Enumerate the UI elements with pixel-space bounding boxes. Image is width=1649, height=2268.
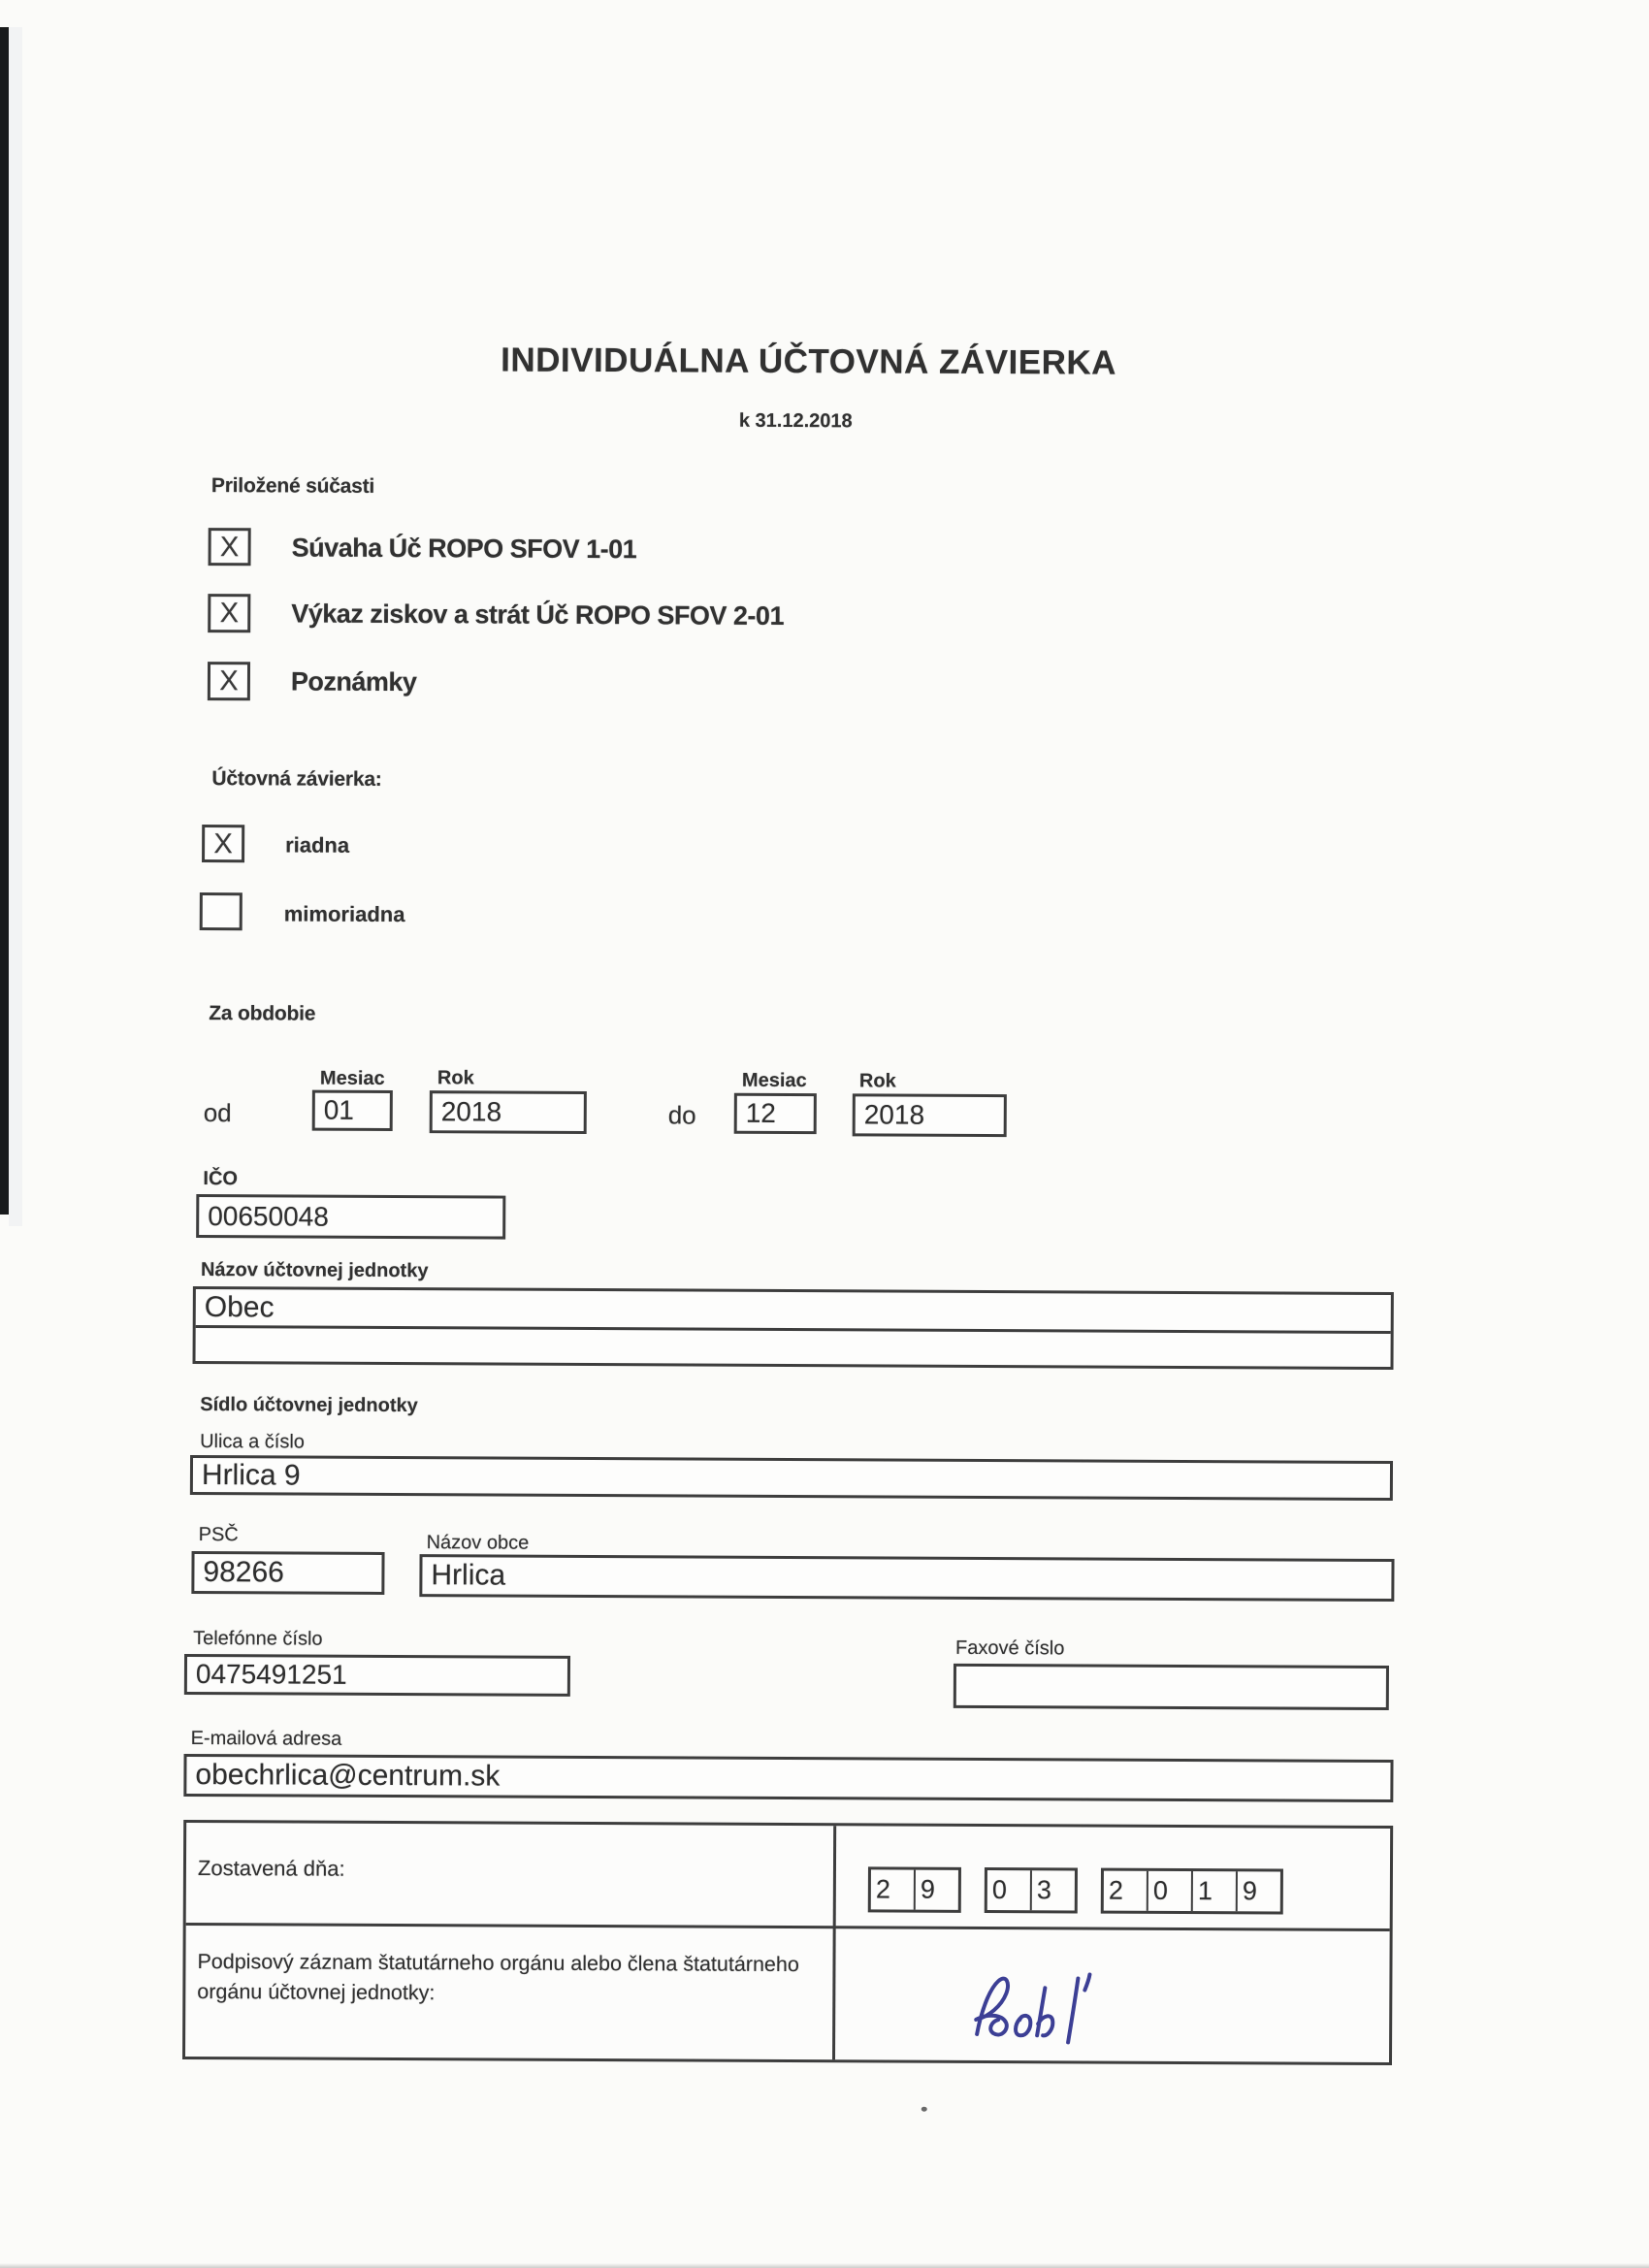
ico-value-box <box>196 1194 505 1240</box>
entity-name-box <box>193 1286 1394 1370</box>
compiled-on-label: Zostavená dňa: <box>197 1856 345 1881</box>
checkbox-x-mark: X <box>219 598 240 630</box>
option-mimoriadna-label: mimoriadna <box>283 901 405 927</box>
zip-value: 98266 <box>203 1556 284 1589</box>
office-heading: Sídlo účtovnej jednotky <box>200 1394 418 1417</box>
ico-value: 00650048 <box>208 1200 329 1232</box>
entity-name-row2 <box>196 1328 1391 1367</box>
city-value: Hrlica <box>431 1559 506 1592</box>
ico-label: IČO <box>203 1168 239 1190</box>
checkbox-x-mark: X <box>219 665 239 697</box>
email-value-box <box>183 1754 1393 1802</box>
closing-type-heading: Účtovná závierka: <box>211 767 382 791</box>
to-year-value: 2018 <box>863 1099 925 1130</box>
period-from-label: od <box>203 1098 232 1128</box>
from-year-value: 2018 <box>440 1096 502 1127</box>
entity-name-value: Obec <box>204 1290 275 1323</box>
street-value-box <box>190 1455 1393 1501</box>
date-month-digit: 0 <box>991 1875 1007 1905</box>
attached-parts-heading: Priložené súčasti <box>210 474 375 498</box>
date-day-digit: 9 <box>914 1870 958 1910</box>
checkbox-suvaha <box>209 528 251 566</box>
checkbox-riadna <box>202 825 244 862</box>
checkbox-x-mark: X <box>219 531 240 563</box>
checkbox-poznamky <box>208 662 250 700</box>
city-value-box <box>419 1554 1394 1602</box>
ink-speck <box>922 2107 927 2112</box>
to-month-value: 12 <box>745 1097 777 1128</box>
from-month-box <box>312 1090 393 1131</box>
from-year-box <box>430 1090 587 1134</box>
form-title: INDIVIDUÁLNA ÚČTOVNÁ ZÁVIERKA <box>501 340 1117 382</box>
from-month-value: 01 <box>323 1094 355 1125</box>
attached-item-vykaz-label: Výkaz ziskov a strát Úč ROPO SFOV 2-01 <box>291 599 785 631</box>
zip-label: PSČ <box>198 1524 239 1546</box>
period-heading: Za obdobie <box>209 1002 316 1025</box>
phone-value: 0475491251 <box>195 1659 347 1690</box>
date-month-digit: 3 <box>1030 1870 1075 1910</box>
scan-bottom-shadow <box>0 2263 1649 2268</box>
date-year-digit: 9 <box>1236 1871 1280 1911</box>
date-month-cells <box>985 1867 1078 1913</box>
date-year-digit: 1 <box>1191 1871 1236 1911</box>
signature-table <box>182 1820 1393 2065</box>
city-label: Názov obce <box>426 1532 530 1554</box>
phone-value-box <box>184 1654 570 1697</box>
email-value: obechrlica@centrum.sk <box>195 1759 501 1793</box>
date-day-digit: 2 <box>875 1874 890 1904</box>
email-label: E-mailová adresa <box>190 1727 342 1750</box>
street-value: Hrlica 9 <box>201 1458 301 1492</box>
entity-name-value-2 <box>196 1328 205 1360</box>
to-year-box <box>853 1093 1007 1137</box>
date-year-digit: 2 <box>1108 1875 1123 1905</box>
to-month-box <box>734 1093 817 1134</box>
signature-record-label: Podpisový záznam štatutárneho orgánu alebo člena štatutárneho orgánu účtovnej jednotky: <box>197 1950 799 2005</box>
attached-item-poznamky-label: Poznámky <box>290 666 417 697</box>
street-label: Ulica a číslo <box>200 1431 305 1453</box>
fax-label: Faxové číslo <box>955 1636 1065 1660</box>
option-riadna-label: riadna <box>285 832 350 858</box>
date-year-cells <box>1101 1868 1283 1915</box>
checkbox-vykaz <box>208 594 250 632</box>
attached-item-suvaha-label: Súvaha Úč ROPO SFOV 1-01 <box>291 533 637 565</box>
form-date-line: k 31.12.2018 <box>738 409 853 433</box>
to-month-label: Mesiac <box>741 1069 807 1092</box>
from-year-label: Rok <box>436 1067 474 1089</box>
table-row-divider <box>186 1923 1390 1931</box>
date-year-digit: 0 <box>1147 1871 1191 1911</box>
entity-name-label: Názov účtovnej jednotky <box>200 1259 429 1282</box>
from-month-label: Mesiac <box>319 1067 385 1089</box>
zip-value-box <box>191 1551 384 1595</box>
to-year-label: Rok <box>858 1070 896 1092</box>
period-to-label: do <box>667 1100 696 1130</box>
fax-value-box <box>954 1664 1389 1710</box>
checkbox-mimoriadna <box>200 892 242 930</box>
table-vertical-divider <box>832 1826 836 2059</box>
entity-name-row1 <box>196 1289 1391 1334</box>
checkbox-x-mark: X <box>213 827 233 859</box>
phone-label: Telefónne číslo <box>193 1628 323 1650</box>
date-day-cells <box>868 1866 961 1912</box>
signature-handwriting <box>961 1970 1126 2063</box>
